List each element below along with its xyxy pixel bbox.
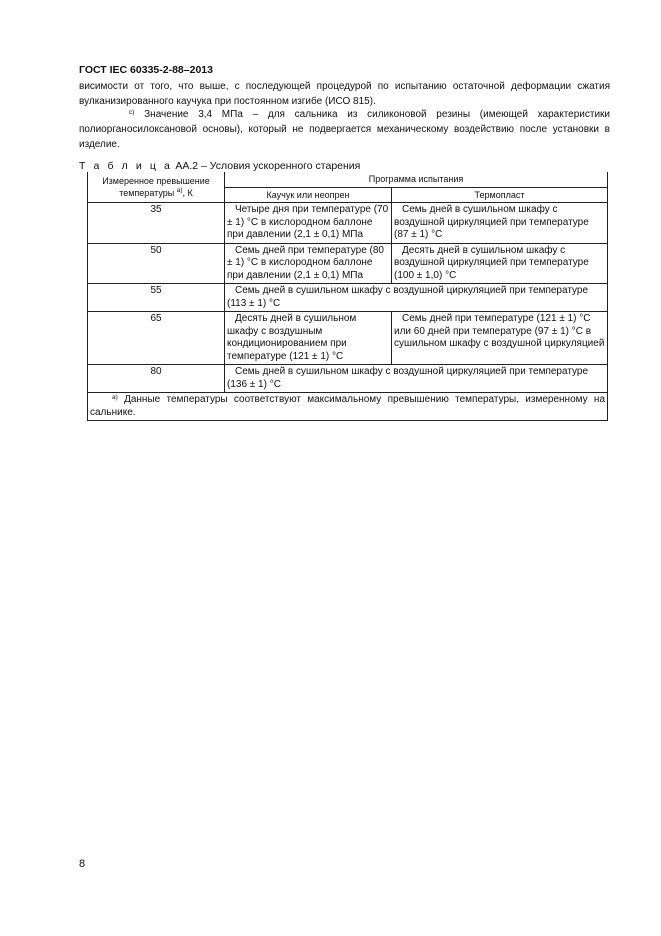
cell-rubber: Десять дней в сушильном шкафу с воздушным кондиционированием при температуре (121 ± 1) °С bbox=[225, 312, 392, 365]
table-caption bbox=[79, 160, 360, 172]
indent-spacer bbox=[79, 109, 129, 120]
table-row bbox=[88, 203, 608, 244]
cell-thermoplastic: Семь дней в сушильном шкафу с воздушной циркуляцией при температуре (87 ± 1) °С bbox=[392, 203, 608, 244]
footnote-c-text: Значение 3,4 МПа – для сальника из силиконовой резины (имеющей характеристики полиорганосилоксановой основы), который не подвергается механическому воздействию после установки в изделие. bbox=[79, 109, 610, 150]
table-footnote-text: Данные температуры соответствуют максимальному превышению температуры, измеренному на сальнике. bbox=[90, 394, 606, 418]
cell-temperature: 80 bbox=[88, 365, 225, 393]
header-unit: , К bbox=[182, 188, 193, 198]
cell-thermoplastic: Семь дней при температуре (121 ± 1) °С или 60 дней при температуре (97 ± 1) °С в сушильном шкафу с воздушной циркуляцией bbox=[392, 312, 608, 365]
table-header-row bbox=[88, 172, 608, 187]
table-row bbox=[88, 365, 608, 393]
cell-rubber: Семь дней при температуре (80 ± 1) °С в кислородном баллоне при давлении (2,1 ± 0,1) МПа bbox=[225, 243, 392, 284]
table-row bbox=[88, 243, 608, 284]
header-temperature-rise: Измеренное превышение температуры $^{а)}$, К bbox=[88, 172, 225, 203]
table-footnote-row bbox=[88, 393, 608, 421]
cell-temperature: 35 bbox=[88, 203, 225, 244]
table-row bbox=[88, 284, 608, 312]
cell-thermoplastic: Десять дней в сушильном шкафу с воздушной циркуляцией при температуре (100 ± 1,0) °С bbox=[392, 243, 608, 284]
cell-temperature: 50 bbox=[88, 243, 225, 284]
header-thermoplastic: Термопласт bbox=[392, 187, 608, 203]
page-number: 8 bbox=[79, 858, 86, 870]
paragraph-footnote-c bbox=[79, 107, 610, 152]
header-test-program: Программа испытания bbox=[225, 172, 608, 187]
footnote-marker-c: с) bbox=[129, 109, 135, 116]
aging-conditions-table bbox=[87, 172, 608, 421]
cell-merged-condition: Семь дней в сушильном шкафу с воздушной циркуляцией при температуре (136 ± 1) °С bbox=[225, 365, 608, 393]
table-row bbox=[88, 312, 608, 365]
cell-temperature: 65 bbox=[88, 312, 225, 365]
paragraph-continuation: висимости от того, что выше, с последующей процедурой по испытанию остаточной деформации сжатия вулканизированного каучука при постоянном изгибе (ИСО 815). bbox=[79, 81, 610, 107]
table-footnote-marker: а) bbox=[112, 394, 118, 401]
indent-spacer bbox=[90, 394, 112, 405]
header-footnote-marker: а) bbox=[176, 187, 183, 194]
table-caption-label: Т а б л и ц а bbox=[79, 160, 173, 172]
table-footnote bbox=[88, 393, 608, 421]
cell-rubber: Четыре дня при температуре (70 ± 1) °С в кислородном баллоне при давлении (2,1 ± 0,1) МПа bbox=[225, 203, 392, 244]
cell-merged-condition: Семь дней в сушильном шкафу с воздушной циркуляцией при температуре (113 ± 1) °С bbox=[225, 284, 608, 312]
header-rubber: Каучук или неопрен bbox=[225, 187, 392, 203]
cell-temperature: 55 bbox=[88, 284, 225, 312]
table-caption-text: АА.2 – Условия ускоренного старения bbox=[175, 160, 361, 172]
document-header: ГОСТ IEC 60335-2-88–2013 bbox=[79, 64, 213, 76]
